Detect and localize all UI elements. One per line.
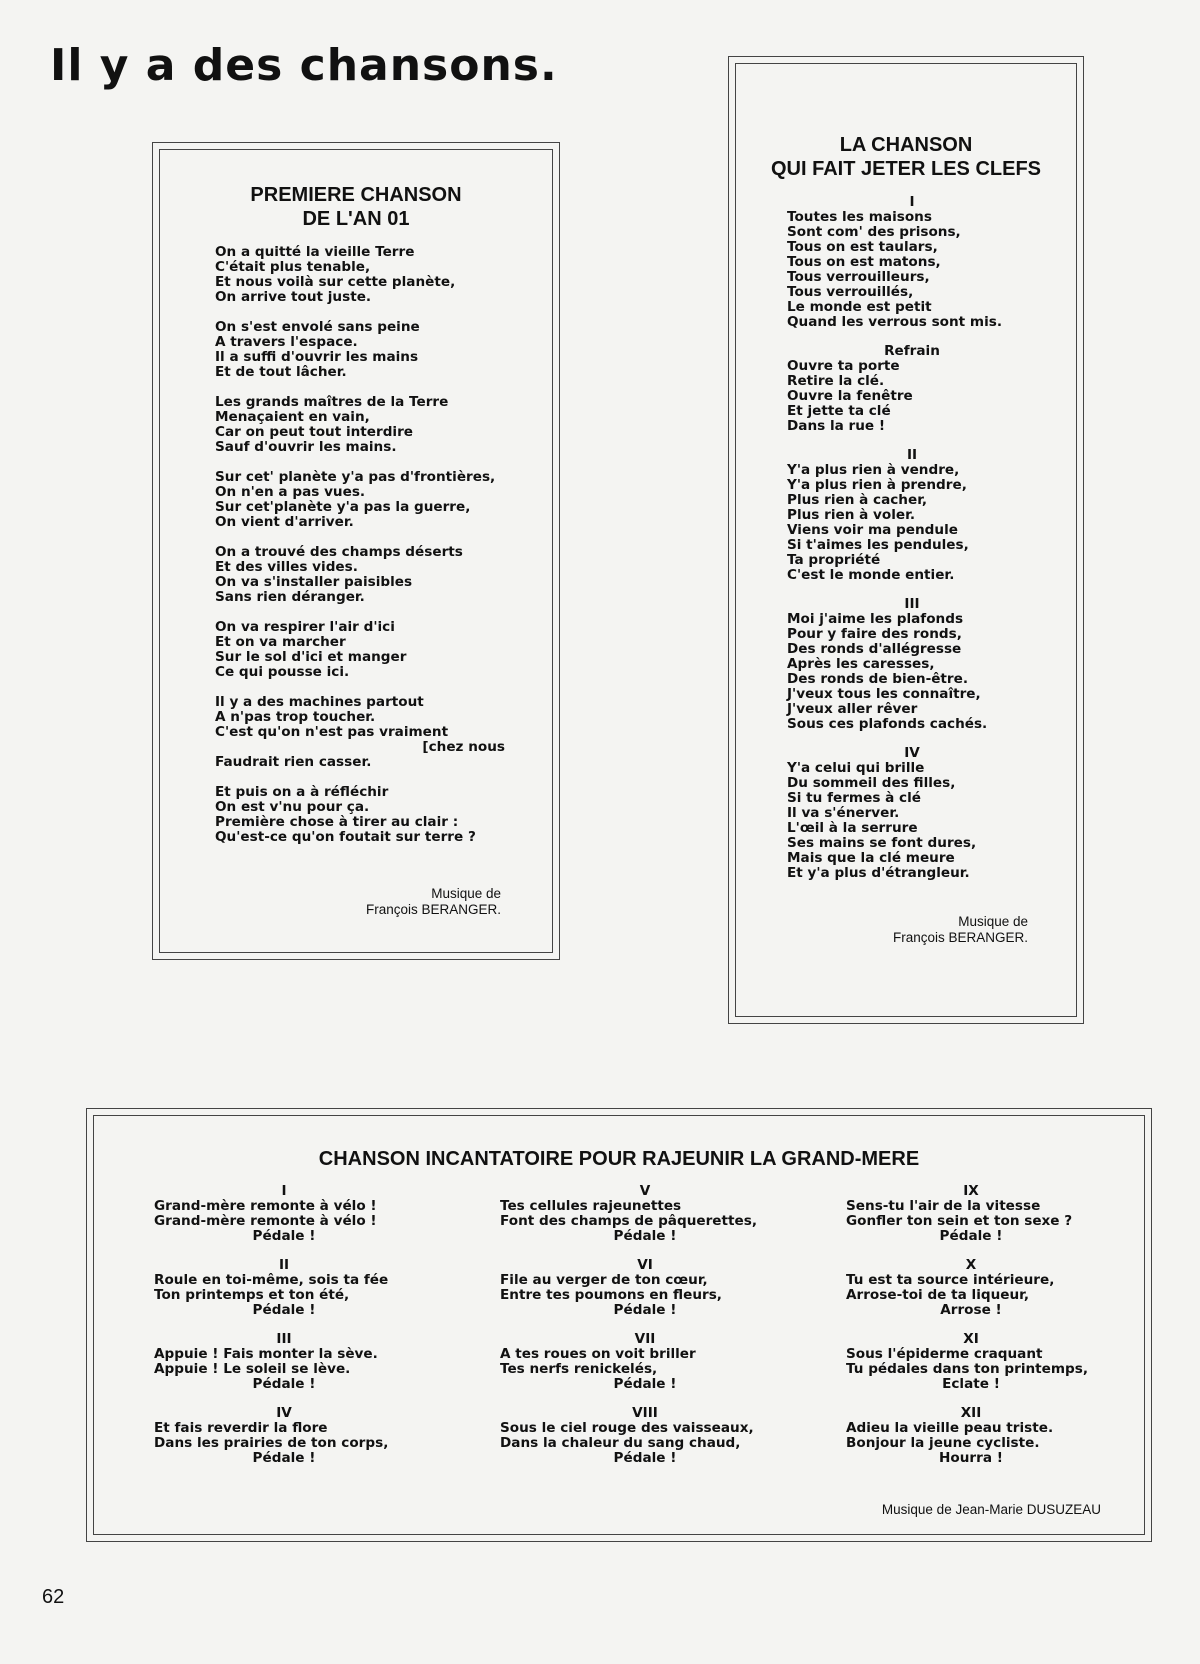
song3-column-2: [500, 1184, 790, 1480]
song2-verses: [787, 195, 1037, 895]
verse-line: Plus rien à voler.: [787, 507, 916, 523]
verse-line: Tes nerfs renickelés,: [500, 1361, 658, 1377]
stanza-number: IV: [276, 1405, 292, 1421]
verse-line: File au verger de ton cœur,: [500, 1272, 708, 1288]
song3-stanza: [846, 1258, 1096, 1318]
song2-title-line: QUI FAIT JETER LES CLEFS: [770, 158, 1042, 180]
stanza-number: VII: [634, 1331, 656, 1347]
song1-credit-line: Musique de: [431, 886, 501, 901]
verse-line: Si t'aimes les pendules,: [787, 537, 969, 553]
verse-line: A tes roues on voit briller: [500, 1346, 696, 1362]
song3-stanza: [154, 1406, 414, 1466]
verse-line: Tu est ta source intérieure,: [846, 1272, 1055, 1288]
song2-credit-line: Musique de: [958, 914, 1028, 929]
verse-line: Ses mains se font dures,: [787, 835, 977, 851]
verse-line: Tous on est matons,: [787, 254, 941, 270]
verse-line: L'œil à la serrure: [787, 820, 918, 836]
verse-line: Quand les verrous sont mis.: [787, 314, 1002, 330]
song2-title-line: LA CHANSON: [839, 134, 973, 156]
verse-line: Les grands maîtres de la Terre: [215, 394, 449, 410]
verse-line: On vient d'arriver.: [215, 514, 354, 530]
verse-line: Roule en toi-même, sois ta fée: [154, 1272, 389, 1288]
verse-line: Sous ces plafonds cachés.: [787, 716, 988, 732]
refrain-line: Pédale !: [252, 1450, 316, 1466]
verse-line: Du sommeil des filles,: [787, 775, 956, 791]
refrain-line: Hourra !: [939, 1450, 1003, 1466]
stanza-number: III: [276, 1331, 292, 1347]
song2-stanza: [787, 195, 1037, 330]
verse-line: Et des villes vides.: [215, 559, 358, 575]
verse-line: Sous l'épiderme craquant: [846, 1346, 1043, 1362]
refrain-line: Pédale !: [613, 1302, 677, 1318]
verse-line: Ouvre ta porte: [787, 358, 900, 374]
verse-line: Et puis on a à réfléchir: [215, 784, 389, 800]
song1-credit-line: François BERANGER.: [365, 902, 501, 917]
stanza-number: I: [281, 1183, 287, 1199]
verse-line: Y'a celui qui brille: [787, 760, 925, 776]
song1-stanza: [215, 545, 505, 605]
refrain-line: Pédale !: [613, 1376, 677, 1392]
song1-title-line: DE L'AN 01: [302, 208, 410, 230]
song2-stanza: [787, 344, 1037, 434]
verse-line: Et y'a plus d'étrangleur.: [787, 865, 970, 881]
verse-line: Sous le ciel rouge des vaisseaux,: [500, 1420, 754, 1436]
song1-stanza: [215, 695, 505, 770]
song1-stanza: [215, 620, 505, 680]
verse-line: Moi j'aime les plafonds: [787, 611, 964, 627]
song2-stanza: [787, 746, 1037, 881]
verse-line: Y'a plus rien à prendre,: [787, 477, 967, 493]
song1-stanza: [215, 320, 505, 380]
verse-line: Sur le sol d'ici et manger: [215, 649, 407, 665]
refrain-line: Pédale !: [613, 1450, 677, 1466]
song3-stanza: [154, 1258, 414, 1318]
song3-column-1: [154, 1184, 414, 1480]
verse-line: Il y a des machines partout: [215, 694, 424, 710]
verse-line: Gonfler ton sein et ton sexe ?: [846, 1213, 1073, 1229]
stanza-number: XII: [960, 1405, 982, 1421]
verse-line: Et nous voilà sur cette planète,: [215, 274, 456, 290]
verse-line: Sens-tu l'air de la vitesse: [846, 1198, 1041, 1214]
refrain-line: Pédale !: [939, 1228, 1003, 1244]
verse-line: Mais que la clé meure: [787, 850, 955, 866]
song3-stanza: [154, 1184, 414, 1244]
verse-line: Après les caresses,: [787, 656, 935, 672]
refrain-line: Pédale !: [252, 1302, 316, 1318]
verse-line: Et de tout lâcher.: [215, 364, 347, 380]
verse-line: Tes cellules rajeunettes: [500, 1198, 682, 1214]
verse-line: Grand-mère remonte à vélo !: [154, 1198, 377, 1214]
song1-credit: [366, 886, 501, 918]
song1-stanza: [215, 470, 505, 530]
song3-stanza: [846, 1184, 1096, 1244]
verse-line: Retire la clé.: [787, 373, 885, 389]
verse-line: Viens voir ma pendule: [787, 522, 958, 538]
refrain-line: Pédale !: [613, 1228, 677, 1244]
song1-stanza: [215, 395, 505, 455]
verse-line: Ta propriété: [787, 552, 881, 568]
stanza-number: III: [904, 596, 920, 612]
song2-credit: [893, 914, 1028, 946]
song2-frame: [728, 56, 1084, 1024]
verse-line: Sur cet'planète y'a pas la guerre,: [215, 499, 471, 515]
song2-stanza: [787, 448, 1037, 583]
verse-line: Faudrait rien casser.: [215, 754, 372, 770]
verse-line: Menaçaient en vain,: [215, 409, 370, 425]
verse-line: On va respirer l'air d'ici: [215, 619, 395, 635]
verse-line: Il va s'énerver.: [787, 805, 900, 821]
stanza-number: II: [278, 1257, 290, 1273]
stanza-number: XI: [963, 1331, 979, 1347]
verse-line: Grand-mère remonte à vélo !: [154, 1213, 377, 1229]
refrain-line: Pédale !: [252, 1376, 316, 1392]
stanza-number: IX: [963, 1183, 979, 1199]
verse-line: C'est qu'on n'est pas vraiment: [215, 724, 449, 740]
verse-line: Sur cet' planète y'a pas d'frontières,: [215, 469, 496, 485]
song3-title: CHANSON INCANTATOIRE POUR RAJEUNIR LA GRAND-MERE: [318, 1148, 920, 1170]
verse-line: On est v'nu pour ça.: [215, 799, 370, 815]
song3-stanza: [500, 1184, 790, 1244]
verse-line: On s'est envolé sans peine: [215, 319, 420, 335]
verse-line: Y'a plus rien à vendre,: [787, 462, 960, 478]
verse-line: Sont com' des prisons,: [787, 224, 961, 240]
verse-line: C'est le monde entier.: [787, 567, 955, 583]
stanza-number: II: [906, 447, 918, 463]
verse-line: Ton printemps et ton été,: [154, 1287, 350, 1303]
stanza-number: IV: [904, 745, 920, 761]
song3-stanza: [500, 1406, 790, 1466]
verse-line: Bonjour la jeune cycliste.: [846, 1435, 1040, 1451]
song2-credit-line: François BERANGER.: [892, 930, 1028, 945]
verse-line: A n'pas trop toucher.: [215, 709, 376, 725]
song1-title: [153, 183, 559, 231]
verse-line: Pour y faire des ronds,: [787, 626, 962, 642]
verse-line: [chez nous: [422, 739, 505, 755]
song3-stanza: [846, 1332, 1096, 1392]
verse-line: Et on va marcher: [215, 634, 346, 650]
verse-line: On a quitté la vieille Terre: [215, 244, 415, 260]
verse-line: Tu pédales dans ton printemps,: [846, 1361, 1089, 1377]
page-title: Il y a des chansons.: [50, 40, 558, 91]
verse-line: Première chose à tirer au clair :: [215, 814, 459, 830]
song1-stanza: [215, 785, 505, 845]
refrain-line: Arrose !: [940, 1302, 1002, 1318]
verse-line: Appuie ! Fais monter la sève.: [154, 1346, 378, 1362]
verse-line: Appuie ! Le soleil se lève.: [154, 1361, 351, 1377]
verse-line: Le monde est petit: [787, 299, 932, 315]
verse-line: Et fais reverdir la flore: [154, 1420, 328, 1436]
verse-line: Il a suffi d'ouvrir les mains: [215, 349, 419, 365]
verse-line: Tous verrouillés,: [787, 284, 914, 300]
verse-line: A travers l'espace.: [215, 334, 358, 350]
stanza-number: V: [639, 1183, 651, 1199]
verse-line: Ce qui pousse ici.: [215, 664, 350, 680]
verse-line: Des ronds de bien-être.: [787, 671, 969, 687]
song1-title-line: PREMIERE CHANSON: [250, 184, 462, 206]
stanza-number: X: [965, 1257, 977, 1273]
song3-stanza: [500, 1332, 790, 1392]
stanza-number: VI: [637, 1257, 653, 1273]
verse-line: On n'en a pas vues.: [215, 484, 366, 500]
verse-line: On a trouvé des champs déserts: [215, 544, 463, 560]
song1-stanza: [215, 245, 505, 305]
page-number: 62: [42, 1586, 65, 1608]
verse-line: Ouvre la fenêtre: [787, 388, 913, 404]
stanza-number: I: [909, 194, 915, 210]
verse-line: Entre tes poumons en fleurs,: [500, 1287, 722, 1303]
verse-line: Sauf d'ouvrir les mains.: [215, 439, 397, 455]
verse-line: Si tu fermes à clé: [787, 790, 921, 806]
song3-stanza: [154, 1332, 414, 1392]
song3-stanza: [500, 1258, 790, 1318]
verse-line: Font des champs de pâquerettes,: [500, 1213, 757, 1229]
song3-stanza: [846, 1406, 1096, 1466]
stanza-number: VIII: [632, 1405, 658, 1421]
verse-line: Dans les prairies de ton corps,: [154, 1435, 389, 1451]
verse-line: Arrose-toi de ta liqueur,: [846, 1287, 1030, 1303]
verse-line: J'veux aller rêver: [787, 701, 918, 717]
verse-line: Des ronds d'allégresse: [787, 641, 962, 657]
refrain-label: Refrain: [884, 343, 940, 359]
song2-stanza: [787, 597, 1037, 732]
verse-line: Toutes les maisons: [787, 209, 932, 225]
song3-credit: Musique de Jean-Marie DUSUZEAU: [881, 1502, 1101, 1517]
song1-frame: [152, 142, 560, 960]
verse-line: C'était plus tenable,: [215, 259, 371, 275]
song3-column-3: [846, 1184, 1096, 1480]
verse-line: Tous on est taulars,: [787, 239, 938, 255]
verse-line: J'veux tous les connaître,: [787, 686, 981, 702]
verse-line: Sans rien déranger.: [215, 589, 365, 605]
verse-line: On arrive tout juste.: [215, 289, 372, 305]
verse-line: Plus rien à cacher,: [787, 492, 928, 508]
refrain-line: Eclate !: [942, 1376, 1000, 1392]
verse-line: Et jette ta clé: [787, 403, 891, 419]
song2-title: [729, 133, 1083, 181]
verse-line: On va s'installer paisibles: [215, 574, 413, 590]
verse-line: Tous verrouilleurs,: [787, 269, 930, 285]
verse-line: Dans la rue !: [787, 418, 886, 434]
verse-line: Qu'est-ce qu'on foutait sur terre ?: [215, 829, 476, 845]
verse-line: Adieu la vieille peau triste.: [846, 1420, 1054, 1436]
refrain-line: Pédale !: [252, 1228, 316, 1244]
verse-line: Car on peut tout interdire: [215, 424, 414, 440]
song1-verses: [215, 245, 505, 860]
verse-line: Dans la chaleur du sang chaud,: [500, 1435, 741, 1451]
